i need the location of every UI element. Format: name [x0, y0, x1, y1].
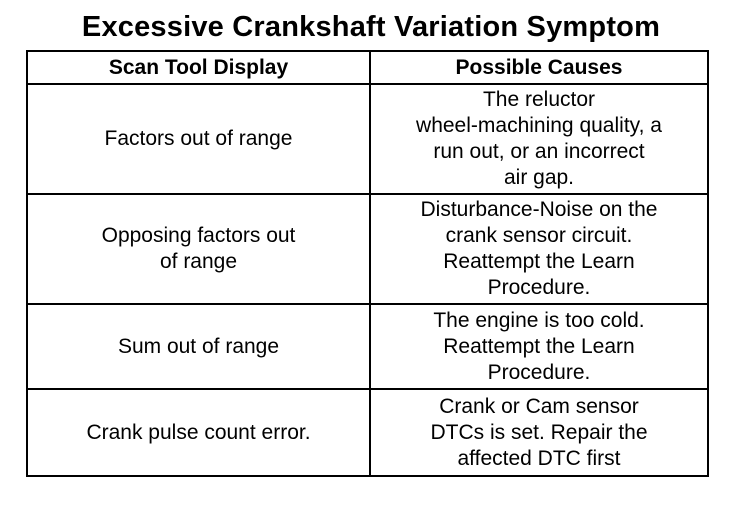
cause-line: wheel-machining quality, a: [416, 114, 662, 137]
cause-line: run out, or an incorrect: [433, 140, 645, 163]
display-line: Factors out of range: [104, 127, 293, 150]
causes-cell: [370, 84, 708, 194]
cause-line: air gap.: [503, 166, 575, 189]
display-line: of range: [159, 250, 238, 273]
display-line: Sum out of range: [117, 334, 280, 358]
cause-line: Reattempt the Learn: [443, 334, 635, 358]
cause-line: Crank or Cam sensor: [439, 394, 639, 418]
column-header-scan-tool-display: Scan Tool Display: [27, 51, 370, 84]
cause-line: Procedure.: [487, 360, 591, 384]
causes-cell: [370, 389, 708, 476]
symptom-table: [26, 50, 709, 477]
causes-cell: [370, 194, 708, 304]
display-cell: [27, 84, 370, 194]
cause-line: Disturbance-Noise on the: [420, 198, 658, 221]
header-row: [27, 51, 708, 84]
table-row: [27, 389, 708, 476]
cause-line: DTCs is set. Repair the: [430, 420, 648, 444]
cause-line: affected DTC first: [457, 446, 621, 470]
display-cell: [27, 389, 370, 476]
table-title: Excessive Crankshaft Variation Symptom: [81, 11, 661, 43]
display-cell: [27, 194, 370, 304]
table-row: [27, 84, 708, 194]
column-header-possible-causes: Possible Causes: [370, 51, 708, 84]
causes-cell: [370, 304, 708, 389]
cause-line: The reluctor: [482, 88, 596, 111]
display-cell: [27, 304, 370, 389]
cause-line: Procedure.: [487, 276, 591, 299]
table-row: [27, 194, 708, 304]
display-line: Opposing factors out: [101, 224, 296, 247]
table-row: [27, 304, 708, 389]
cause-line: Reattempt the Learn: [443, 250, 635, 273]
cause-line: The engine is too cold.: [433, 308, 645, 332]
display-line: Crank pulse count error.: [86, 420, 311, 444]
cause-line: crank sensor circuit.: [445, 224, 633, 247]
